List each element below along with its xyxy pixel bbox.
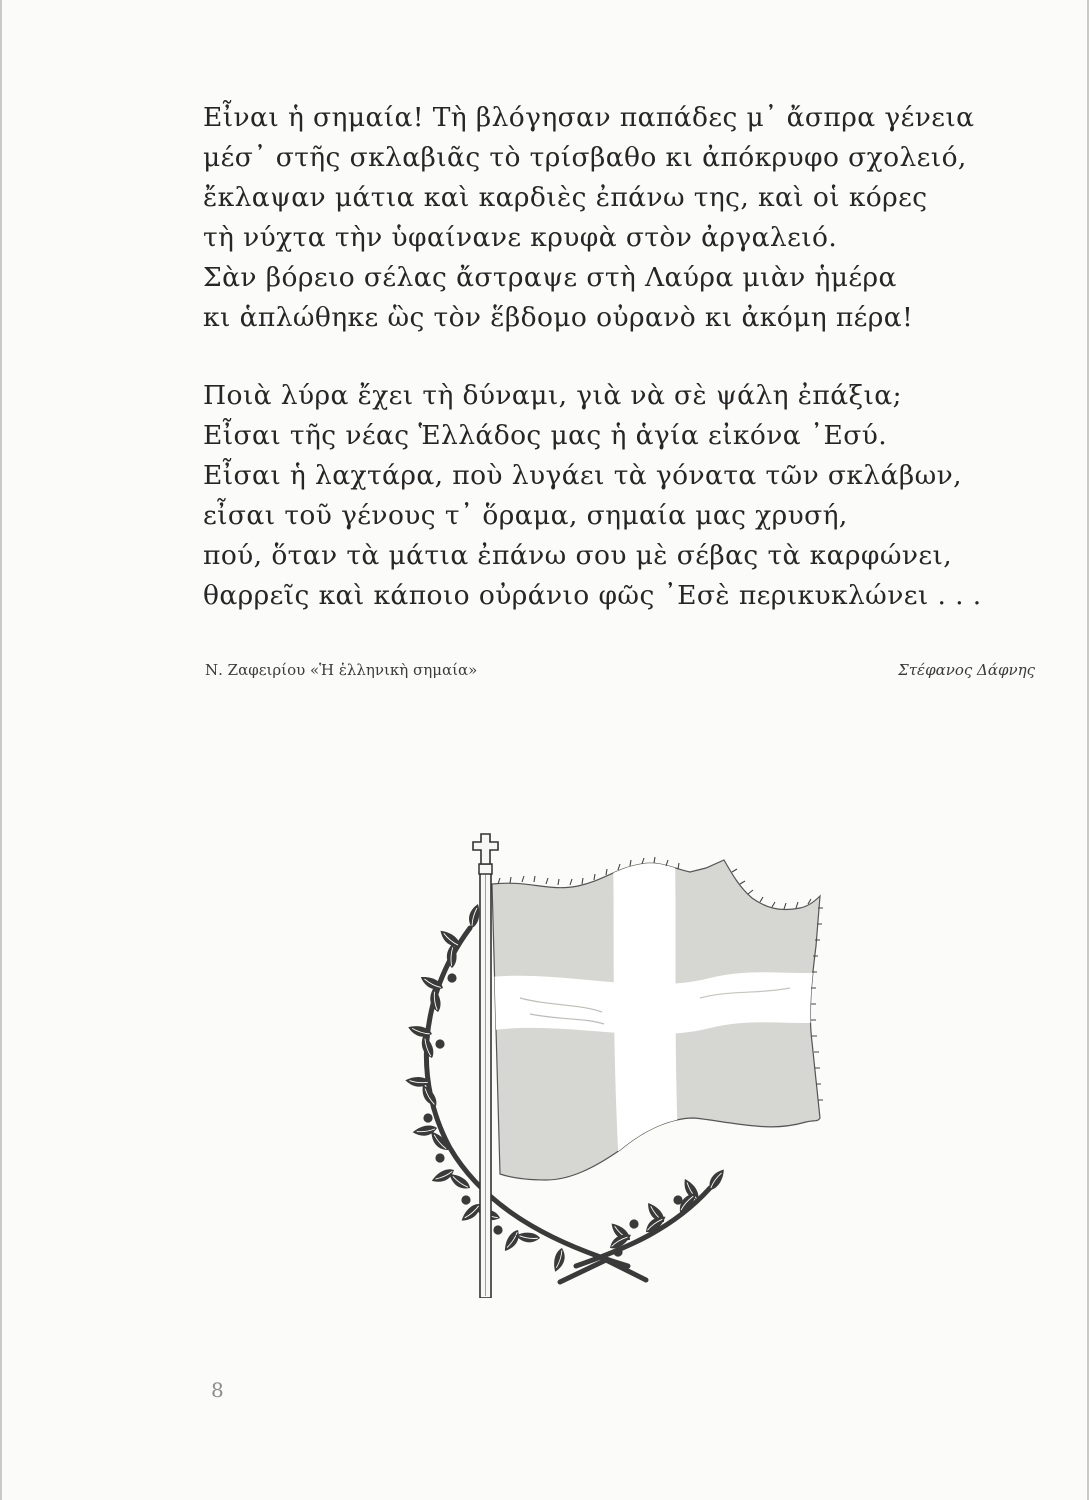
flag-illustration xyxy=(380,828,1020,1298)
page-number: 8 xyxy=(211,1378,224,1402)
poem-line: πού, ὅταν τὰ μάτια ἐπάνω σου μὲ σέβας τὰ καρφώνει, xyxy=(203,540,953,571)
poem-line: Εἶναι ἡ σημαία! Τὴ βλόγησαν παπάδες μ᾽ ἄσπρα γένεια xyxy=(203,102,975,133)
stanza-1 xyxy=(203,98,1033,338)
poem-line: μέσ᾽ στῆς σκλαβιᾶς τὸ τρίσβαθο κι ἀπόκρυφο σχολειό, xyxy=(203,142,967,173)
laurel-wreath-right xyxy=(560,1167,729,1282)
poem-line: Σὰν βόρειο σέλας ἄστραψε στὴ Λαύρα μιὰν ἡμέρα xyxy=(203,262,897,293)
page-edge-left xyxy=(0,0,2,1500)
poem-line: τὴ νύχτα τὴν ὑφαίνανε κρυφὰ στὸν ἀργαλειό. xyxy=(203,222,838,253)
cross-icon xyxy=(473,834,498,874)
credits xyxy=(205,658,1035,682)
greek-flag xyxy=(480,828,830,1188)
flagpole xyxy=(480,872,491,1298)
poem-line: εἶσαι τοῦ γένους τ᾽ ὅραμα, σημαία μας χρυσή, xyxy=(203,500,848,531)
poem-line: κι ἁπλώθηκε ὣς τὸν ἕβδομο οὐρανὸ κι ἀκόμη πέρα! xyxy=(203,302,914,333)
stanza-2 xyxy=(203,376,1033,616)
poem-line: Εἶσαι ἡ λαχτάρα, ποὺ λυγάει τὰ γόνατα τῶν σκλάβων, xyxy=(203,460,962,491)
poem-line: θαρρεῖς καὶ κάποιο οὐράνιο φῶς ᾽Εσὲ περικυκλώνει . . . xyxy=(203,580,982,611)
poem xyxy=(203,98,1033,616)
poem-line: Εἶσαι τῆς νέας Ἑλλάδος μας ἡ ἁγία εἰκόνα ᾽Εσύ. xyxy=(203,420,888,451)
poem-line: Ποιὰ λύρα ἔχει τὴ δύναμι, γιὰ νὰ σὲ ψάλη ἐπάξια; xyxy=(203,380,902,411)
credit-source: Ν. Ζαφειρίου «Ἡ ἑλληνικὴ σημαία» xyxy=(205,661,478,679)
credit-author: Στέφανος Δάφνης xyxy=(898,661,1035,679)
wreath-stem-ends xyxy=(560,1258,646,1282)
poem-line: ἔκλαψαν μάτια καὶ καρδιὲς ἐπάνω της, καὶ οἱ κόρες xyxy=(203,182,928,213)
